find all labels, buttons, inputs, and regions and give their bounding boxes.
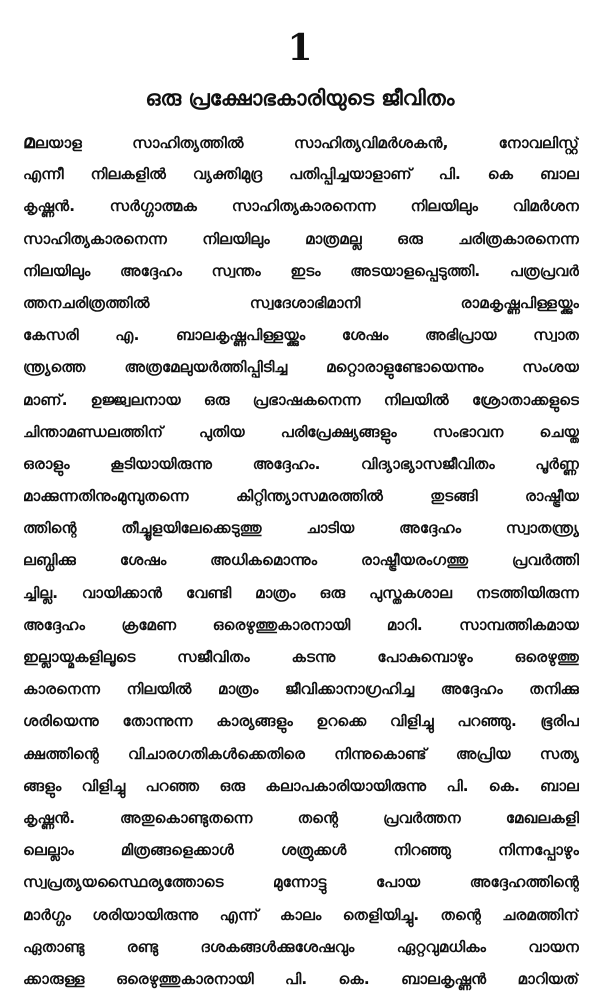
text-line: എന്നീ നിലകളിൽ വ്യക്തിമുദ്ര പതിപ്പിച്ചയാളാണ് പി. കെ ബാല — [23, 165, 579, 184]
text-line: ച്ചില്ല. വായിക്കാൻ വേണ്ടി മാത്രം ഒരു പുസ്തകശാല നടത്തിയിരുന്ന — [23, 583, 579, 602]
text-line: ങ്ങളും വിളിച്ചു പറഞ്ഞ ഒരു കലാപകാരിയായിരുന്നു പി. കെ. ബാല — [23, 776, 579, 795]
drop-cap: മ — [23, 131, 35, 153]
text-line: ലെല്ലാം മിത്രങ്ങളെക്കാൾ ശത്രുക്കൾ നിറഞ്ഞു നിന്നപ്പോഴും — [23, 841, 579, 860]
text-line: മാക്കുന്നതിനുംമുമ്പുതന്നെ കിറ്റിന്ത്യാസമരത്തിൽ തുടങ്ങി രാഷ്ട്രീയ — [23, 487, 579, 506]
text-line: കേസരി എ. ബാലകൃഷ്ണപിള്ളയ്ക്കും ശേഷം അഭിപ്രായ സ്വാത — [23, 326, 579, 345]
chapter-number: 1 — [287, 27, 313, 69]
text-line-content: ലയാള സാഹിത്യത്തിൽ സാഹിത്യവിമർശകൻ, നോവലിസ്റ്റ് — [34, 134, 579, 152]
text-line: നിലയിലും അദ്ദേഹം സ്വന്തം ഇടം അടയാളപ്പെടുത്തി. പത്രപ്രവർ — [23, 261, 579, 280]
text-line: ന്ത്ര്യത്തെ അത്രമേലുയർത്തിപ്പിടിച്ച മറ്റൊരാളുണ്ടോയെന്നും സംശയ — [23, 358, 579, 377]
chapter-title: ഒരു പ്രക്ഷോഭകാരിയുടെ ജീവിതം — [145, 86, 455, 110]
text-line: സാഹിത്യകാരനെന്ന നിലയിലും മാത്രമല്ല ഒരു ചരിത്രകാരനെന്ന — [23, 229, 579, 248]
text-line: അദ്ദേഹം ക്രമേണ ഒരെഴുത്തുകാരനായി മാറി. സാമ്പത്തികമായ — [23, 615, 579, 634]
body-paragraph — [23, 126, 579, 995]
text-line: കൃഷ്ണൻ. അതുകൊണ്ടുതന്നെ തന്റെ പ്രവർത്തന മേഖലകളി — [23, 808, 579, 827]
text-line: ത്തനചരിത്രത്തിൽ സ്വദേശാഭിമാനി രാമകൃഷ്ണപിള്ളയ്ക്കും — [23, 293, 579, 312]
text-line: മാണ്. ഉജ്ജ്വലനായ ഒരു പ്രഭാഷകനെന്ന നിലയിൽ ശ്രോതാക്കളുടെ — [23, 390, 579, 409]
text-line: ചിന്താമണ്ഡലത്തിന് പുതിയ പരിപ്രേക്ഷ്യങ്ങളും സംഭാവന ചെയ്ത — [23, 422, 579, 441]
text-line: ശരിയെന്നു തോന്നുന്ന കാര്യങ്ങളും ഉറക്കെ വിളിച്ചു പറഞ്ഞു. ഭൂരിപ — [23, 712, 579, 731]
text-line: ഏതാണ്ടു രണ്ടു ദശകങ്ങൾക്കുശേഷവും ഏറ്റവുമധികം വായന — [23, 937, 579, 956]
text-line — [23, 126, 579, 158]
text-line: സ്വപ്രത്യയസ്ഥൈര്യത്തോടെ മുന്നോട്ടു പോയ അദ്ദേഹത്തിന്റെ — [23, 873, 579, 892]
text-line: ഇല്ലായ്മകളിലൂടെ സജീവിതം കടന്നു പോകുമ്പൊഴും ഒരെഴുത്തു — [23, 648, 579, 666]
text-line: ക്കാരുള്ള ഒരെഴുത്തുകാരനായി പി. കെ. ബാലകൃഷ്ണൻ മാറിയത് — [23, 969, 579, 988]
text-line: ലബ്ധിക്കു ശേഷം അധികമൊന്നും രാഷ്ട്രീയരംഗത്തു പ്രവർത്തി — [23, 551, 579, 570]
text-line: ഒരാളും കൂടിയായിരുന്നു അദ്ദേഹം. വിദ്യാഭ്യാസജീവിതം പൂർണ്ണ — [23, 454, 579, 473]
text-line: ക്ഷത്തിന്റെ വിചാരഗതികൾക്കെതിരെ നിന്നുകൊണ്ട് അപ്രിയ സത്യ — [23, 744, 579, 763]
text-line: കാരനെന്ന നിലയിൽ മാത്രം ജീവിക്കാനാഗ്രഹിച്ച അദ്ദേഹം തനിക്കു — [23, 680, 579, 699]
text-line: കൃഷ്ണൻ. സർഗ്ഗാത്മക സാഹിത്യകാരനെന്ന നിലയിലും വിമർശന — [23, 197, 579, 216]
text-line: മാർഗ്ഗം ശരിയായിരുന്നു എന്ന് കാലം തെളിയിച്ചു. തന്റെ ചരമത്തിന് — [23, 905, 579, 924]
text-line: ത്തിന്റെ തീച്ചൂളയിലേക്കെടുത്തു ചാടിയ അദ്ദേഹം സ്വാതന്ത്ര്യ — [23, 519, 579, 538]
